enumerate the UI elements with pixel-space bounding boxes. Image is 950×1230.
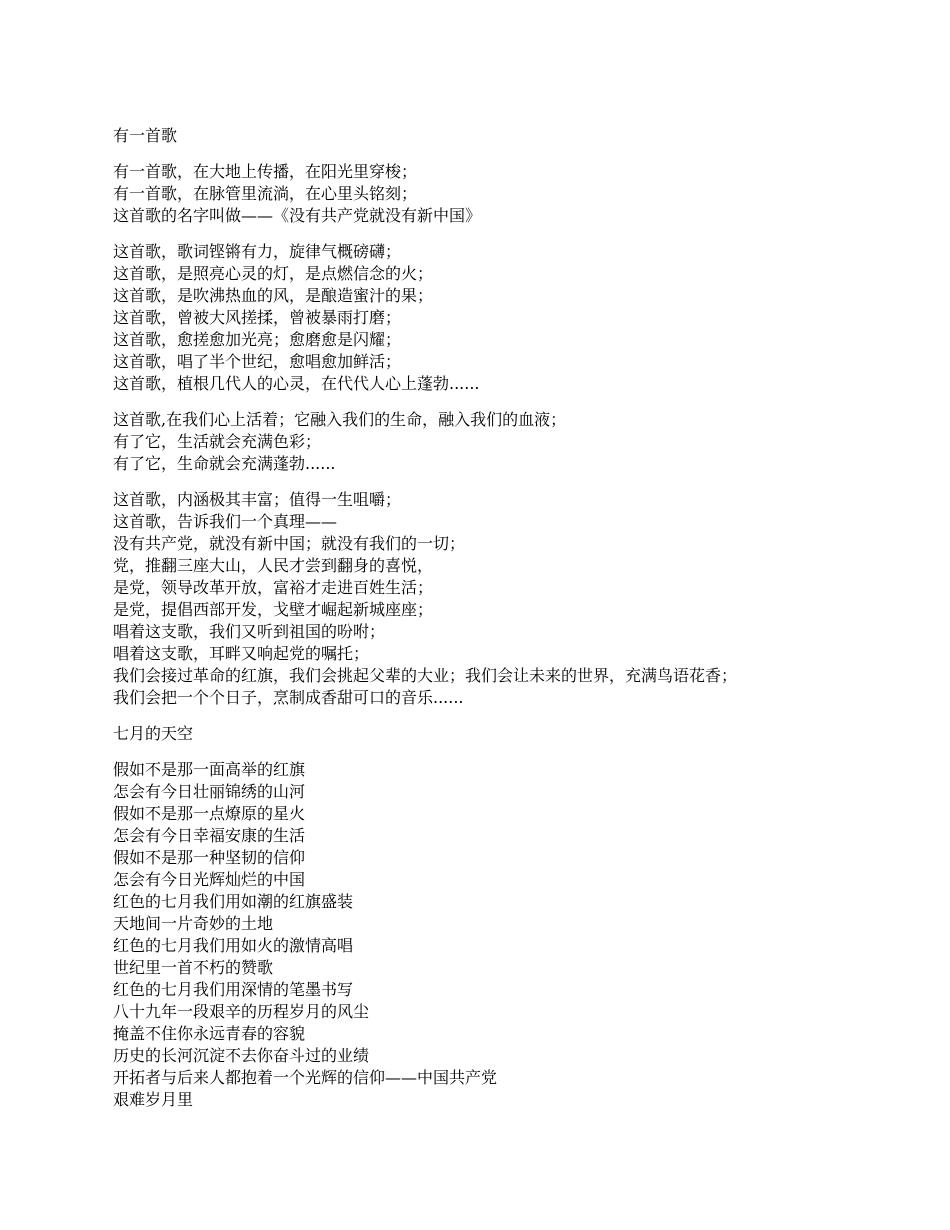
poem-line: 党，推翻三座大山，人民才尝到翻身的喜悦， — [113, 556, 434, 575]
poem-title: 有一首歌 — [113, 126, 178, 145]
poem-line: 没有共产党，就没有新中国；就没有我们的一切； — [113, 534, 466, 553]
poem-line: 怎会有今日幸福安康的生活 — [113, 826, 306, 845]
poem-line: 假如不是那一种坚韧的信仰 — [113, 848, 306, 867]
poem-line: 红色的七月我们用深情的笔墨书写 — [113, 980, 354, 999]
poem-line: 有一首歌，在脉管里流淌，在心里头铭刻； — [113, 184, 418, 203]
document-page — [113, 125, 913, 1111]
poem-line: 这首歌，歌词铿锵有力，旋律气概磅礴； — [113, 242, 402, 261]
poem-line: 开拓者与后来人都抱着一个光辉的信仰——中国共产党 — [113, 1068, 498, 1087]
stanza — [113, 409, 913, 475]
poem-line: 有了它，生命就会充满蓬勃...... — [113, 454, 336, 473]
poem-title: 七月的天空 — [113, 724, 194, 743]
poem-line: 这首歌，唱了半个世纪，愈唱愈加鲜活； — [113, 352, 402, 371]
poem-line: 我们会接过革命的红旗，我们会挑起父辈的大业；我们会让未来的世界，充满鸟语花香； — [113, 666, 738, 685]
stanza — [113, 161, 913, 227]
poem-line: 假如不是那一点燎原的星火 — [113, 804, 306, 823]
poem-line: 这首歌的名字叫做——《没有共产党就没有新中国》 — [113, 206, 482, 225]
poem-line: 是党，提倡西部开发，戈壁才崛起新城座座； — [113, 600, 434, 619]
poem-line: 这首歌，曾被大风搓揉，曾被暴雨打磨； — [113, 308, 402, 327]
poem-line: 有一首歌，在大地上传播，在阳光里穿梭； — [113, 162, 418, 181]
poem-line: 这首歌，愈搓愈加光亮；愈磨愈是闪耀； — [113, 330, 402, 349]
poem-line: 这首歌,在我们心上活着；它融入我们的生命，融入我们的血液； — [113, 410, 567, 429]
poem-line: 八十九年一段艰辛的历程岁月的风尘 — [113, 1002, 370, 1021]
poem-line: 是党，领导改革开放，富裕才走进百姓生活； — [113, 578, 434, 597]
poem-line: 这首歌，内涵极其丰富；值得一生咀嚼； — [113, 490, 402, 509]
poem-line: 这首歌，植根几代人的心灵，在代代人心上蓬勃...... — [113, 374, 480, 393]
poem-line: 假如不是那一面高举的红旗 — [113, 760, 306, 779]
poem-line: 怎会有今日光辉灿烂的中国 — [113, 870, 306, 889]
stanza — [113, 241, 913, 395]
poem-line: 有了它，生活就会充满色彩； — [113, 432, 322, 451]
poem-line: 这首歌，告诉我们一个真理—— — [113, 512, 338, 531]
poem-line: 这首歌，是照亮心灵的灯，是点燃信念的火； — [113, 264, 434, 283]
poem-line: 唱着这支歌，耳畔又响起党的嘱托； — [113, 644, 370, 663]
stanza — [113, 489, 913, 709]
poem-line: 这首歌，是吹沸热血的风，是酿造蜜汁的果； — [113, 286, 434, 305]
poem-line: 怎会有今日壮丽锦绣的山河 — [113, 782, 306, 801]
poem-line: 红色的七月我们用如潮的红旗盛装 — [113, 892, 354, 911]
poem-line: 世纪里一首不朽的赞歌 — [113, 958, 274, 977]
poem-line: 唱着这支歌，我们又听到祖国的吩咐； — [113, 622, 386, 641]
poem-line: 艰难岁月里 — [113, 1090, 194, 1109]
stanza — [113, 759, 913, 1111]
poem-line: 掩盖不住你永远青春的容貌 — [113, 1024, 306, 1043]
poem-line: 我们会把一个个日子，烹制成香甜可口的音乐...... — [113, 688, 464, 707]
poem-line: 天地间一片奇妙的土地 — [113, 914, 274, 933]
poem-line: 红色的七月我们用如火的激情高唱 — [113, 936, 354, 955]
poem-line: 历史的长河沉淀不去你奋斗过的业绩 — [113, 1046, 370, 1065]
